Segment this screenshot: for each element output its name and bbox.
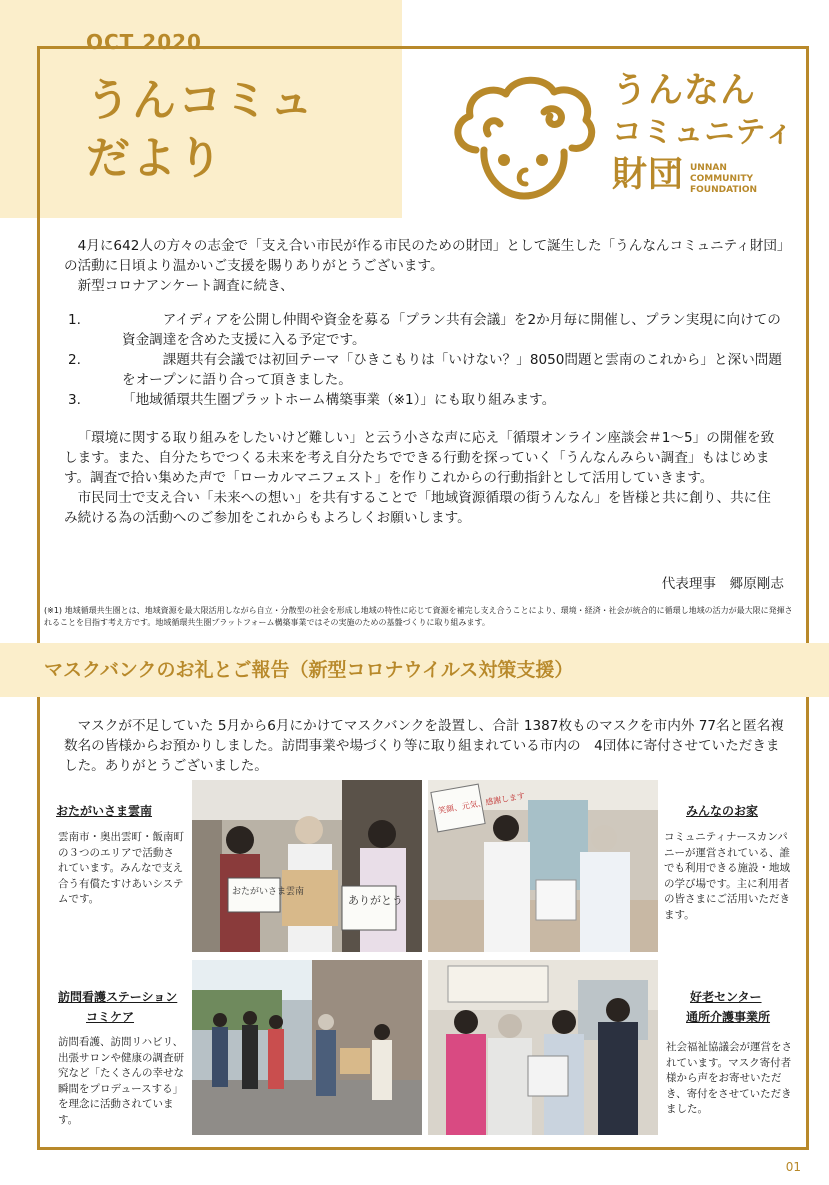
photo-sign-left: おたがいさま雲南 bbox=[232, 887, 305, 897]
org-name-minnanoouchi: みんなのお家 bbox=[686, 804, 759, 818]
intro-article bbox=[64, 236, 784, 528]
photo-comicare bbox=[192, 960, 422, 1135]
logo-en-line-2: COMMUNITY bbox=[690, 174, 754, 184]
page-frame bbox=[37, 46, 809, 1150]
logo-line-1: うんなん bbox=[612, 71, 757, 111]
org-name-comicare-line2: コミケア bbox=[86, 1010, 135, 1024]
photo-otagaisama bbox=[192, 780, 422, 952]
logo-line-2: コミュニティ bbox=[612, 115, 795, 150]
list-text: 課題共有会議では初回テーマ「ひきこもりは「いけない？」8050問題と雲南のこれから」と深い問題をオープンに語り合って頂きました。 bbox=[122, 352, 782, 388]
photo-minnanoouchi bbox=[428, 780, 658, 952]
logo-english-name bbox=[690, 163, 757, 196]
list-number: 1. bbox=[68, 312, 81, 328]
org-name-comicare-line1: 訪問看護ステーション bbox=[58, 990, 178, 1004]
org-desc-minnanoouchi: コミュニティナースカンパニーが運営されている、誰でも利用できる施設・地域の学び場です。主に利用者の皆さまにご活用いただきます。 bbox=[664, 831, 790, 921]
org-desc-comicare: 訪問看護、訪問リハビリ、出張サロンや健康の調査研究など「たくさんの幸せな瞬間をプロデュースする」を理念に活動されています。 bbox=[58, 1036, 184, 1126]
photo-koro-center bbox=[428, 960, 658, 1135]
photo-sign-right: ありがとう bbox=[348, 894, 403, 907]
intro-paragraph-1: 4月に642人の方々の志金で「支え合い市民が作る市民のための財団」として誕生した「うんなんコミュニティ財団」の活動に日頃より温かいご支援を賜りありがとうございます。 bbox=[64, 238, 784, 274]
org-name-koro-line2: 通所介護事業所 bbox=[686, 1010, 771, 1024]
footnote: (※1) 地域循環共生圏とは、地域資源を最大限活用しながら自立・分散型の社会を形成し地域の特性に応じて資源を補完し支え合うことにより、環境・経済・社会が統合的に循環し地域の活力が最大限に発揮されることを目指す考え方です。地域循環共生圏プラットフォーム構築事業ではその実施のための基盤づくりに取り組みます。 bbox=[44, 606, 793, 627]
org-name-koro-line1: 好老センター bbox=[690, 990, 762, 1004]
list-item bbox=[64, 310, 784, 350]
list-number: 3. bbox=[68, 392, 81, 408]
title-line-2: だより bbox=[86, 133, 224, 184]
intro-paragraph-4: 市民同士で支え合い「未来への想い」を共有することで「地域資源循環の街うんなん」を皆様と共に創り、共に住み続ける為の活動へのご参加をこれからもよろしくお願いします。 bbox=[64, 490, 771, 526]
title-line-1: うんコミュ bbox=[86, 75, 316, 126]
mask-report-text bbox=[64, 716, 784, 776]
list-item bbox=[64, 350, 784, 390]
mask-report-paragraph: マスクが不足していた 5月から6月にかけてマスクバンクを設置し、合計 1387枚ものマスクを市内外 77名と匿名複数名の皆様からお預かりしました。訪問事業や場づくり等に取り組まれている市内の 4団体に寄付させていただきました。ありがとうございました。 bbox=[64, 718, 784, 774]
activity-list bbox=[64, 310, 784, 410]
logo-line-3: 財団 bbox=[612, 155, 685, 195]
face-cloud-logo-icon bbox=[448, 72, 598, 202]
section-title: マスクバンクのお礼とご報告（新型コロナウイルス対策支援） bbox=[44, 659, 574, 681]
org-desc-otagaisama: 雲南市・奥出雲町・飯南町の３つのエリアで活動されています。みんなで支え合う有償たすけあいシステムです。 bbox=[58, 831, 184, 905]
newsletter-title bbox=[86, 72, 315, 188]
list-text: 「地域循環共生圏プラットホーム構築事業（※1）」にも取り組みます。 bbox=[122, 392, 556, 408]
list-text: アイディアを公開し仲間や資金を募る「プラン共有会議」を2か月毎に開催し、プラン実現に向けての資金調達を含めた支援に入る予定です。 bbox=[122, 312, 781, 348]
list-number: 2. bbox=[68, 352, 81, 368]
org-desc-koro: 社会福祉協議会が運営をされています。マスク寄付者様から声をお寄せいただき、寄付をさせていただきました。 bbox=[666, 1041, 792, 1115]
page-number: 01 bbox=[785, 1160, 801, 1174]
logo-en-line-3: FOUNDATION bbox=[690, 185, 758, 195]
list-item bbox=[64, 390, 784, 410]
issue-date: OCT 2020 bbox=[86, 30, 202, 54]
intro-paragraph-2: 新型コロナアンケート調査に続き、 bbox=[77, 278, 294, 294]
photo-sign: 笑顔、元気、感謝します bbox=[437, 791, 526, 816]
logo-en-line-1: UNNAN bbox=[690, 163, 727, 173]
signature: 代表理事 郷原剛志 bbox=[661, 576, 784, 592]
org-name-otagaisama: おたがいさま雲南 bbox=[56, 804, 153, 818]
intro-paragraph-3: 「環境に関する取り組みをしたいけど難しい」と云う小さな声に応え「循環オンライン座談会＃1～5」の開催を致します。また、自分たちでつくる未来を考え自分たちでできる行動を探っていく「うんなんみらい調査」もはじめます。調査で拾い集めた声で「ローカルマニフェスト」を作りこれからの行動指針として活用していきます。 bbox=[64, 430, 775, 486]
